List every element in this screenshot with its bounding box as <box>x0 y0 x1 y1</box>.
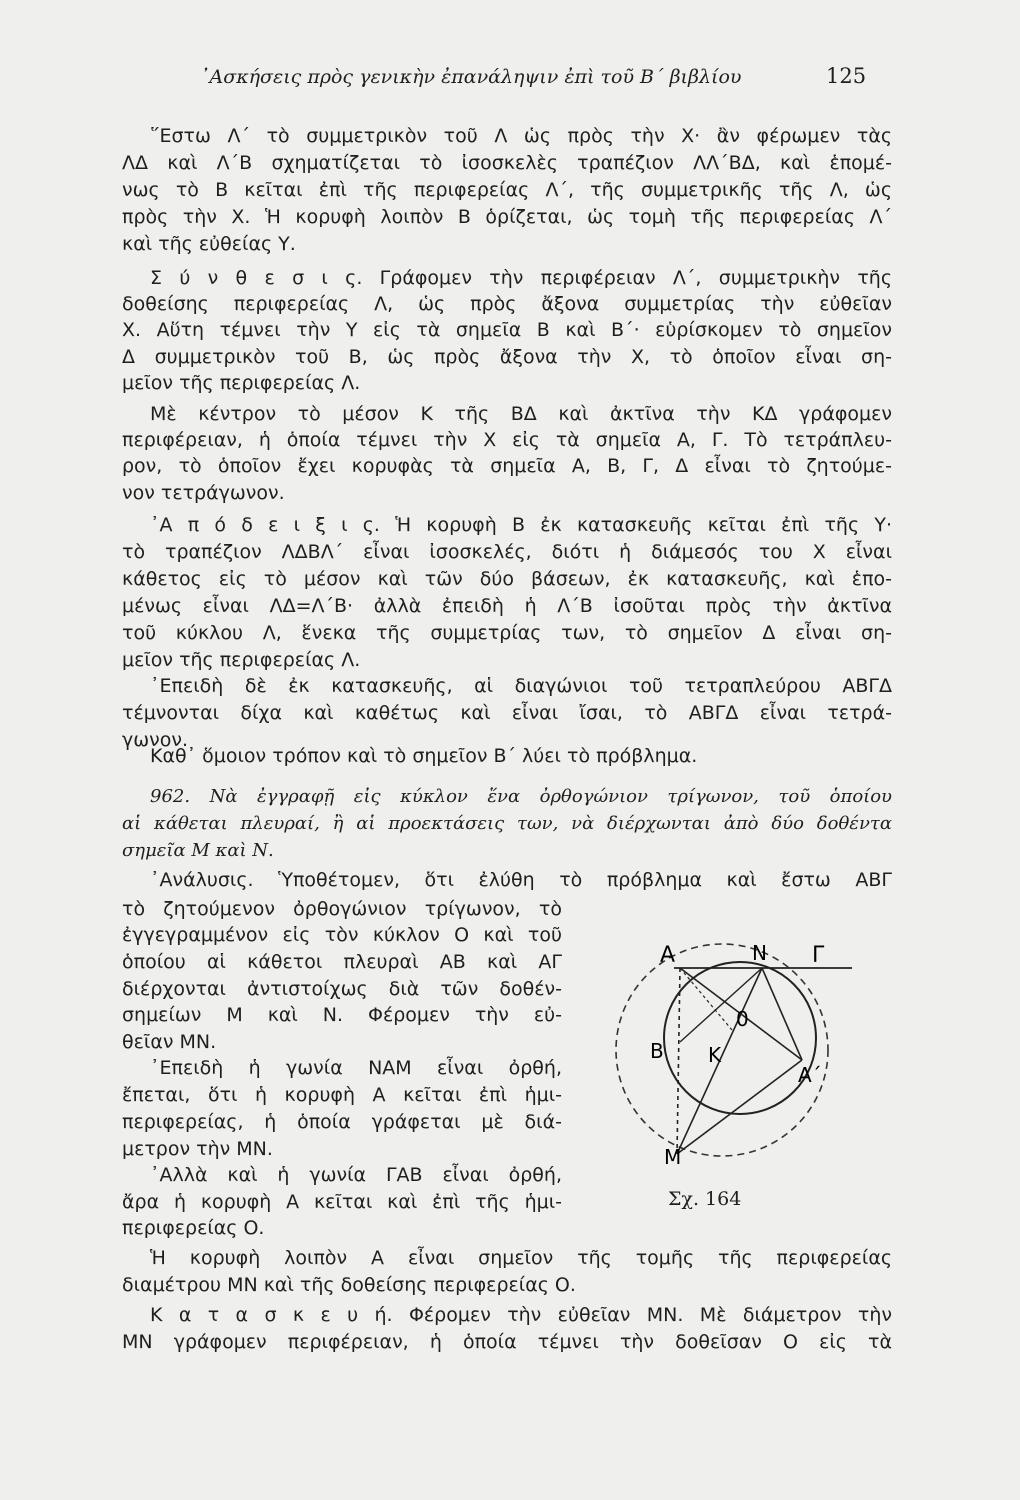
text-line: Ἡ κορυφὴ λοιπὸν Α εἶναι σημεῖον τῆς τομῆς τῆς περιφερείας <box>150 1247 892 1269</box>
text-line: μεῖον τῆς περιφερείας Λ. <box>122 372 361 394</box>
figure-caption: Σχ. 164 <box>668 1188 742 1210</box>
line-m-a2 <box>677 1060 802 1154</box>
problem-statement-line: αἱ κάθεται πλευραί, ἢ αἱ προεκτάσεις των, νὰ διέρχωνται ἀπὸ δύο δοθέντα <box>122 813 892 834</box>
text-line: γωνον. <box>122 729 189 751</box>
text-line: περιφερείας Ο. <box>122 1217 265 1239</box>
text-line: μεῖον τῆς περιφερείας Λ. <box>122 649 361 671</box>
line-a-o <box>680 968 732 1030</box>
text-line: ἔπεται, ὅτι ἡ κορυφὴ Α κεῖται ἐπὶ ἡμι- <box>122 1084 562 1106</box>
text-line: Μὲ κέντρον τὸ μέσον Κ τῆς ΒΔ καὶ ἀκτῖνα τὴν ΚΔ γράφομεν <box>150 403 892 425</box>
text-line: νως τὸ Β κεῖται ἐπὶ τῆς περιφερείας Λ΄, τῆς συμμετρικῆς τῆς Λ, ὡς <box>122 179 892 201</box>
geometry-figure <box>612 932 862 1172</box>
text-line: Κ α τ α σ κ ε υ ή. Φέρομεν τὴν εὐθεῖαν ΜΝ. Μὲ διάμετρον τὴν <box>150 1304 892 1326</box>
text-line: ΜΝ γράφομεν περιφέρειαν, ἡ ὁποία τέμνει τὴν δοθεῖσαν Ο εἰς τὰ <box>122 1331 892 1353</box>
text-line: σημείων Μ καὶ Ν. Φέρομεν τὴν εὐ- <box>122 1004 562 1026</box>
text-line: ἐγγεγραμμένον εἰς τὸν κύκλον Ο καὶ τοῦ <box>122 924 562 946</box>
label-gamma: Γ <box>812 943 825 968</box>
problem-statement-line: 962. Νὰ ἐγγραφῇ εἰς κύκλον ἕνα ὀρθογώνιον τρίγωνον, τοῦ ὁποίου <box>150 786 892 807</box>
text-line: ᾿Επειδὴ δὲ ἐκ κατασκευῆς, αἱ διαγώνιοι τοῦ τετραπλεύρου ΑΒΓΔ <box>150 675 892 697</box>
text-line: ᾿Αλλὰ καὶ ἡ γωνία ΓΑΒ εἶναι ὀρθή, <box>150 1164 562 1186</box>
label-b: Β <box>650 1039 664 1063</box>
text-line: διέρχονται ἀντιστοίχως διὰ τῶν δοθέν- <box>122 978 562 1000</box>
text-line: ὁποίου αἱ κάθετοι πλευραὶ ΑΒ καὶ ΑΓ <box>122 951 562 973</box>
line-n-a2 <box>762 968 802 1060</box>
text-line: ΛΔ καὶ Λ΄Β σχηματίζεται τὸ ἰσοσκελὲς τραπέζιον ΛΛ΄ΒΔ, καὶ ἑπομέ- <box>122 152 892 174</box>
page-number: 125 <box>826 64 867 88</box>
label-o: 0 <box>736 1007 749 1031</box>
text-line: ἄρα ἡ κορυφὴ Α κεῖται καὶ ἐπὶ τῆς ἡμι- <box>122 1191 562 1213</box>
text-line: διαμέτρου ΜΝ καὶ τῆς δοθείσης περιφερείας Ο. <box>122 1274 576 1296</box>
text-line: Δ συμμετρικὸν τοῦ Β, ὡς πρὸς ἄξονα τὴν Χ, τὸ ὁποῖον εἶναι ση- <box>122 346 892 368</box>
text-line: ῞Εστω Λ΄ τὸ συμμετρικὸν τοῦ Λ ὡς πρὸς τὴν Χ· ἂν φέρωμεν τὰς <box>150 125 892 147</box>
text-line: μετρον τὴν ΜΝ. <box>122 1138 273 1160</box>
label-a-prime: Α΄ <box>798 1063 822 1087</box>
text-line: καὶ τῆς εὐθείας Υ. <box>122 233 296 255</box>
label-m: Μ <box>664 1145 682 1169</box>
text-line: ᾿Ανάλυσις. Ὑποθέτομεν, ὅτι ἐλύθη τὸ πρόβλημα καὶ ἔστω ΑΒΓ <box>150 869 892 891</box>
label-k: Κ <box>708 1043 722 1067</box>
dashed-circle <box>616 944 828 1156</box>
text-line: περιφερείας, ἡ ὁποία γράφεται μὲ διά- <box>122 1111 562 1133</box>
text-line: ᾿Α π ό δ ε ι ξ ι ς. Ἡ κορυφὴ Β ἐκ κατασκευῆς κεῖται ἐπὶ τῆς Υ· <box>150 514 892 536</box>
label-n: N <box>752 941 767 965</box>
text-line: Σ ύ ν θ ε σ ι ς. Γράφομεν τὴν περιφέρειαν Λ΄, συμμετρικὴν τῆς <box>150 267 892 289</box>
problem-statement-line: σημεῖα Μ καὶ Ν. <box>122 840 274 861</box>
text-line: κάθετος εἰς τὸ μέσον καὶ τῶν δύο βάσεων, ἐκ κατασκευῆς, καὶ ἑπο- <box>122 568 892 590</box>
text-line: δοθείσης περιφερείας Λ, ὡς πρὸς ἄξονα συμμετρίας τὴν εὐθεῖαν <box>122 293 892 315</box>
text-line: νον τετράγωνον. <box>122 482 285 504</box>
text-line: Καθ᾿ ὅμοιον τρόπον καὶ τὸ σημεῖον Β΄ λύει τὸ πρόβλημα. <box>150 745 698 767</box>
text-line: ρον, τὸ ὁποῖον ἔχει κορυφὰς τὰ σημεῖα Α, Β, Γ, Δ εἶναι τὸ ζητούμε- <box>122 455 892 477</box>
text-line: τέμνονται δίχα καὶ καθέτως καὶ εἶναι ἴσαι, τὸ ΑΒΓΔ εἶναι τετρά- <box>122 702 892 724</box>
text-line: πρὸς τὴν Χ. Ἡ κορυφὴ λοιπὸν Β ὁρίζεται, ὡς τομὴ τῆς περιφερείας Λ΄ <box>122 206 892 228</box>
text-line: θεῖαν ΜΝ. <box>122 1031 217 1053</box>
running-title: ᾿Ασκήσεις πρὸς γενικὴν ἐπανάληψιν ἐπὶ τοῦ Β΄ βιβλίου <box>200 66 742 88</box>
text-line: τοῦ κύκλου Λ, ἕνεκα τῆς συμμετρίας των, τὸ σημεῖον Δ εἶναι ση- <box>122 622 892 644</box>
text-line: τὸ ζητούμενον ὀρθογώνιον τρίγωνον, τὸ <box>122 898 562 920</box>
text-line: ᾿Επειδὴ ἡ γωνία ΝΑΜ εἶναι ὀρθή, <box>150 1057 562 1079</box>
text-line: τὸ τραπέζιον ΛΔΒΛ΄ εἶναι ἰσοσκελές, διότι ἡ διάμεσός του Χ εἶναι <box>122 541 892 563</box>
text-line: μένως εἶναι ΛΔ=Λ΄Β· ἀλλὰ ἐπειδὴ ἡ Λ΄Β ἰσοῦται πρὸς τὴν ἀκτῖνα <box>122 595 892 617</box>
label-a: Α <box>660 943 676 968</box>
text-line: Χ. Αὕτη τέμνει τὴν Υ εἰς τὰ σημεῖα Β καὶ Β΄· εὑρίσκομεν τὸ σημεῖον <box>122 319 892 341</box>
text-line: περιφέρειαν, ἡ ὁποία τέμνει τὴν Χ εἰς τὰ σημεῖα Α, Γ. Τὸ τετράπλευ- <box>122 429 892 451</box>
